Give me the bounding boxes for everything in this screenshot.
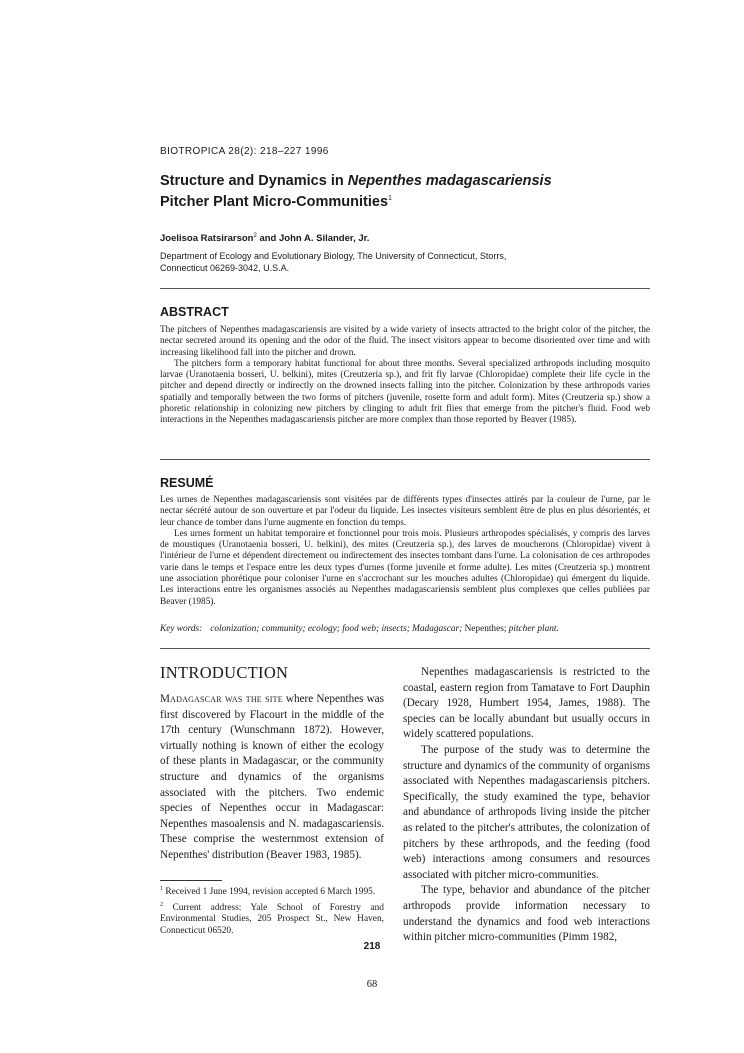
affiliation-line1: Department of Ecology and Evolutionary Biology, The University of Connecticut, Storrs,: [160, 251, 507, 261]
intro-left-paragraph: [160, 692, 384, 864]
intro-left-text: where Nepenthes was first discovered by Flacourt in the middle of the 17th century (Wunschmann 1872). However, virtually nothing is known of either the ecology of these plants in Madagascar, or the community structure and dynamics of the organisms associated with the pitchers. Two endemic species of Nepenthes occur in Madagascar: Nepenthes masoalensis and N. madagascariensis. These comprise the westernmost extension of Nepenthes' distribution (Beaver 1983, 1985).: [160, 693, 384, 861]
resume-top-rule: [160, 459, 650, 460]
author-2: John A. Silander, Jr.: [278, 233, 370, 245]
title-part1: Structure and Dynamics in: [160, 173, 348, 189]
introduction-heading: INTRODUCTION: [160, 663, 289, 682]
abstract-top-rule: [160, 288, 650, 289]
keywords-plain: Nepenthes;: [462, 624, 507, 634]
article-title: [160, 173, 640, 211]
footnote-1-text: Received 1 June 1994, revision accepted 6 March 1995.: [163, 887, 376, 898]
affiliation-line2: Connecticut 06269-3042, U.S.A.: [160, 262, 290, 273]
title-footnote-marker: 1: [388, 195, 392, 202]
resume-paragraph-1: Les urnes de Nepenthes madagascariensis sont visitées par de différents types d'insectes attirés par la couleur de l'urne, par le nectar sécrété autour de son ouverture et par l'odeur du liquide. Les insectes visiteurs semblent être de plus en plus désorientés, et leur chance de tomber dans l'urne augmente en fonction du temps.: [160, 495, 650, 528]
resume-body: [160, 495, 650, 608]
footnote-2-text: Current address: Yale School of Forestry and Environmental Studies, 205 Prospect St., New Haven, Connecticut 06520.: [160, 902, 384, 937]
keywords-line: [160, 624, 650, 634]
left-column: [160, 663, 384, 864]
keywords-bottom-rule: [160, 648, 650, 649]
affiliation: [160, 251, 590, 274]
keywords-label: Key words:: [160, 624, 203, 634]
footnote-rule: [160, 880, 222, 881]
title-line2: Pitcher Plant Micro-Communities: [160, 193, 389, 210]
abstract-heading: ABSTRACT: [160, 305, 229, 319]
scan-page-number: 68: [366, 979, 378, 990]
resume-paragraph-2: Les urnes forment un habitat temporaire et fonctionnel pour trois mois. Plusieurs arthropodes spécialisés, y compris des larves de moustiques (Uranotaenia bosseri, U. belkini), des mites (Creutzeria sp.), des larves de moucherons (Chloropidae) vivent à l'intérieur de l'urne et dépendent directement ou indirectement des insectes tombant dans l'urne. La colonisation de ces arthropodes varie dans le temps et l'espace entre les deux types d'urnes (forme juvenile et forme adulte). Les mites (Creutzeria sp.) montrent une association phorétique pour coloniser l'urne en s'accrochant sur les mouches adultes (Chloropidae) qui émergent du liquide. Les interactions entre les organismes associés au Nepenthes madagascariensis semblent plus complexes que celles publiées par Beaver (1985).: [160, 528, 650, 607]
keywords-list-a: colonization; community; ecology; food web; insects; Madagascar;: [210, 624, 463, 634]
footnote-2-marker: 2: [160, 901, 163, 908]
abstract-body: [160, 325, 650, 427]
footnote-1-marker: 1: [160, 886, 163, 892]
author-line: [160, 233, 369, 244]
resume-heading: RESUMÉ: [160, 476, 214, 490]
abstract-paragraph-1: The pitchers of Nepenthes madagascariensis are visited by a wide variety of insects attracted to the bright color of the pitcher, the nectar secreted around its opening and the odor of the fluid. The insect visitors appear to become disoriented over time and with increasing likelihood fall into the pitcher and drown.: [160, 325, 650, 358]
page-number: 218: [363, 941, 381, 952]
footnote-1: [160, 884, 384, 899]
journal-citation: BIOTROPICA 28(2): 218–227 1996: [160, 146, 329, 157]
author-1-footnote-marker: 2: [253, 233, 257, 239]
intro-right-paragraph-3: The type, behavior and abundance of the pitcher arthropods provide information necessary to understand the dynamics and food web interactions within pitcher micro-communities (Pimm 1982,: [403, 884, 650, 944]
footnote-2: [160, 900, 384, 938]
author-connector: and: [256, 233, 279, 245]
keywords-list-b: pitcher plant.: [506, 624, 559, 634]
author-1: Joelisoa Ratsirarson: [160, 233, 254, 245]
intro-smallcaps-lead: Madagascar was the site: [160, 693, 283, 705]
intro-right-paragraph-1: Nepenthes madagascariensis is restricted to the coastal, eastern region from Tamatave to Fort Dauphin (Decary 1928, Humbert 1954, James, 1988). The species can be locally abundant but usually occurs in widely scattered populations.: [403, 666, 650, 741]
right-column: [403, 665, 650, 946]
abstract-paragraph-2: The pitchers form a temporary habitat functional for about three months. Several specialized arthropods including mosquito larvae (Uranotaenia bosseri, U. belkini), mites (Creutzeria sp.), and frit fly larvae (Chloropidae) complete their life cycle in the pitcher and depend directly or indirectly on the drowned insects falling into the pitcher. Colonization by these arthropods varies spatially and temporally between the two forms of pitchers (juvenile, rosette form and adult form). Mites (Creutzeria sp.) show a phoretic relationship in colonizing new pitchers by clinging to adult frit flies that emerge from the pitcher's fluid. Food web interactions in the Nepenthes madagascariensis pitcher are more complex than those reported by Beaver (1985).: [160, 358, 650, 426]
intro-right-paragraph-2: The purpose of the study was to determine the structure and dynamics of the community of organisms associated with Nepenthes madagascariensis pitchers. Specifically, the study examined the type, behavior and abundance of arthropods living inside the pitcher as related to the pitcher's attributes, the colonization of pitchers by these arthropods, and the feeding (food web) interactions among consumers and resources associated with pitcher micro-communities.: [403, 743, 650, 881]
title-species: Nepenthes madagascariensis: [347, 173, 552, 189]
footnotes: [160, 884, 384, 939]
